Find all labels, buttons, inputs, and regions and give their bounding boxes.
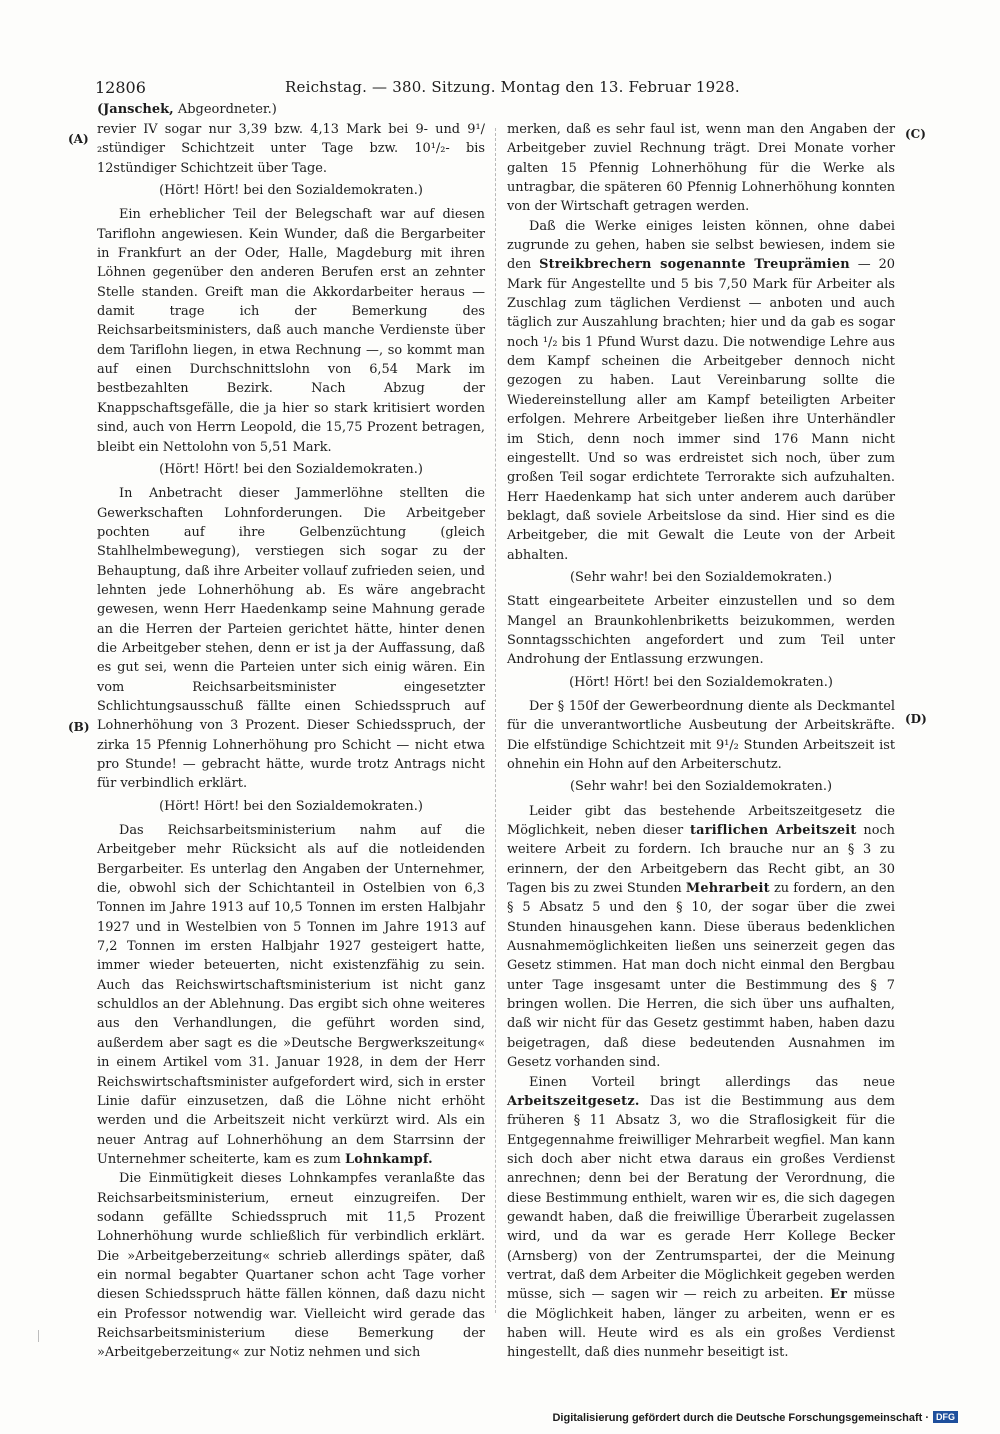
margin-tick [38, 1330, 39, 1342]
right-paragraph-5-text: zu fordern, an den § 5 Absatz 5 und den § 10, der sogar über die zwei Stunden hinausgehen kann. Diese überaus bedenklichen Ausnahmemöglichkeiten ließen uns seinerzeit gegen das Gesetz stimmen. Hat man doch nicht einmal den Bergbau unter Tage insgesamt unter die Bestimmung des § 7 bringen wollen. Die Herren, die sich über uns aufhalten, daß wir nicht für das Gesetz gestimmt haben, haben dazu beigetragen, daß diese bedeutenden Ausnahmen im Gesetz vorhanden sind. [507, 881, 895, 1071]
keyword-tarifliche-arbeitszeit: tariflichen Arbeitszeit [690, 823, 857, 839]
right-paragraph-2 [507, 217, 895, 565]
right-paragraph-4: Der § 150f der Gewerbeordnung diente als Deckmantel für die unverantwortliche Ausbeutung der Arbeitskräfte. Die elfstündige Schichtzeit mit 9¹/₂ Stunden Arbeitszeit ist ohnehin ein Hohn auf den Arbeiterschutz. [507, 698, 895, 772]
margin-mark-d: (D) [905, 712, 927, 726]
page-header [95, 78, 905, 100]
dfg-logo: DFG [933, 1411, 958, 1423]
right-paragraph-6-mid: Das ist die Bestimmung aus dem früheren § 11 Absatz 3, wo die Straflosigkeit für die Entgegennahme freiwilliger Mehrarbeit wegfiel. Man kann sich doch aber nicht etwa daraus ein großes Verdienst anrechnen; denn bei der Beratung der Verordnung, die diese Bestimmung enthielt, waren wir es, die sich dagegen gewandt haben, daß die freiwillige Überarbeit zugelassen wird, und da war es gerade Herr Kollege Becker (Arnsberg) von der Zentrumspartei, der die Meinung vertrat, daß dem Arbeiter die Möglichkeit gegeben werden müsse, sich — sagen wir — reich zu arbeiten. [507, 1093, 895, 1303]
left-paragraph-3: In Anbetracht dieser Jammerlöhne stellten die Gewerkschaften Lohnforderungen. Die Arbeitgeber pochten auf ihre Gelbenzüchtung (gleich Stahlhelmbewegung), verstiegen sich sogar zu der Behauptung, daß ihre Arbeiter vollauf zufrieden seien, und lehnten jede Lohnerhöhung ab. Es wäre angebracht gewesen, wenn Herr Haedenkamp seine Mahnung gerade an die Herren der Parteien gerichtet hätte, hinter denen die Arbeitgeber stehen, denn er ist ja der Auffassung, daß es gut sei, wenn die Parteien unter sich einig wären. Ein vom Reichsarbeitsminister eingesetzter Schlichtungsausschuß fällte einen Schiedsspruch auf Lohnerhöhung von 3 Prozent. Dieser Schiedsspruch, der zirka 15 Pfennig Lohnerhöhung pro Schicht — nicht etwa pro Stunde! — gebracht hätte, wurde trotz Antrags nicht für verbindlich erklärt. [97, 486, 485, 792]
left-paragraph-4 [97, 821, 485, 1169]
right-paragraph-3: Statt eingearbeitete Arbeiter einzustellen und so dem Mangel an Braunkohlenbriketts beizukommen, werden Sonntagsschichten angefordert und zum Teil unter Androhung der Entlassung erzwungen. [507, 594, 895, 668]
keyword-treupraemien: Streikbrechern sogenannte Treuprämien [539, 257, 850, 273]
margin-mark-c: (C) [905, 127, 926, 141]
right-paragraph-6-lead: Einen Vorteil bringt allerdings das neue [529, 1074, 895, 1090]
left-interjection-2: (Hört! Hört! bei den Sozialdemokraten.) [159, 461, 423, 477]
right-interjection-1: (Sehr wahr! bei den Sozialdemokraten.) [570, 569, 832, 585]
keyword-lohnkampf: Lohnkampf. [344, 1151, 433, 1167]
right-paragraph-5-mid: noch weitere Arbeit zu fordern. Ich brauche nur an § 3 zu erinnern, der den Arbeitgebern das Recht gibt, an 30 Tagen bis zu zwei Stunden [507, 823, 895, 897]
right-interjection-3: (Sehr wahr! bei den Sozialdemokraten.) [570, 779, 832, 795]
right-column [507, 120, 895, 1363]
right-paragraph-5 [507, 802, 895, 1073]
digitization-credit [552, 1411, 958, 1425]
left-interjection-1: (Hört! Hört! bei den Sozialdemokraten.) [159, 183, 423, 199]
left-paragraph-1: revier IV sogar nur 3,39 bzw. 4,13 Mark bei 9- und 9¹/₂stündiger Schichtzeit unter Tage bzw. 10¹/₂- bis 12stündiger Schichtzeit über Tage. [97, 122, 485, 176]
margin-mark-b: (B) [68, 720, 90, 734]
right-interjection-2: (Hört! Hört! bei den Sozialdemokraten.) [569, 674, 833, 690]
left-paragraph-2: Ein erheblicher Teil der Belegschaft war auf diesen Tariflohn angewiesen. Kein Wunder, daß die Bergarbeiter in Frankfurt an der Oder, Halle, Magdeburg mit ihren Löhnen gegenüber den anderen Berufen erst an zehnter Stelle standen. Greift man die Akkordarbeiter heraus — damit trage ich der Bemerkung des Reichsarbeitsministers, daß auch manche Verdienste über dem Tariflohn liegen, in etwa Rechnung —, so kommt man auf einen Durchschnittslohn von 6,54 Mark im bestbezahlten Bezirk. Nach Abzug der Knappschaftsgefälle, die ja hier so stark kritisiert worden sind, auch von Herrn Leopold, die 15,75 Prozent betragen, bleibt ein Nettolohn von 5,51 Mark. [97, 207, 485, 455]
speaker-line [97, 102, 277, 117]
right-paragraph-6-text: müsse die Möglichkeit haben, länger zu arbeiten, wenn er es haben will. Heute wird es als ein großes Verdienst hingestellt, daß dies nunmehr beseitigt ist. [507, 1287, 895, 1361]
column-divider [495, 128, 496, 1313]
credit-text: Digitalisierung gefördert durch die Deutsche Forschungsgemeinschaft · [552, 1412, 929, 1424]
left-paragraph-4-text: Das Reichsarbeitsministerium nahm auf die Arbeitgeber mehr Rücksicht als auf die notleidenden Bergarbeiter. Es unterlag den Angaben der Unternehmer, die, obwohl sich der Schichtanteil in Ostelbien von 6,3 Tonnen im Jahre 1913 auf 10,5 Tonnen im ersten Halbjahr 1927 und in Westelbien von 5 Tonnen im Jahre 1913 auf 7,2 Tonnen im ersten Halbjahr 1927 gesteigert hatte, immer wieder beteuerten, nicht existenzfähig zu sein. Auch das Reichswirtschaftsministerium ist nicht ganz schuldlos an der Ablehnung. Das ergibt sich ohne weiteres aus den Verhandlungen, die geführt worden sind, außerdem aber sagt es die »Deutsche Bergwerkszeitung« in einem Artikel vom 31. Januar 1928, in dem der Herr Reichswirtschaftsminister aufgefordert wird, sich in erster Linie dafür einzusetzen, daß die Löhne nicht erhöht werden und die Arbeitszeit nicht verkürzt wird. Als ein neuer Antrag auf Lohnerhöhung an dem Starrsinn der Unternehmer scheiterte, kam es zum [97, 823, 485, 1167]
left-paragraph-5: Die Einmütigkeit dieses Lohnkampfes veranlaßte das Reichsarbeitsministerium, erneut einzugreifen. Der sodann gefällte Schiedsspruch mit 11,5 Prozent Lohnerhöhung wurde schließlich für verbindlich erklärt. Die »Arbeitgeberzeitung« schrieb allerdings später, daß ein normal begabter Quartaner schon acht Tage vorher diesen Schiedsspruch hätte fällen können, daß dazu nicht ein Professor notwendig war. Vielleicht wird gerade das Reichsarbeitsministerium diese Bemerkung der »Arbeitgeberzeitung« zur Notiz nehmen und sich [97, 1171, 485, 1361]
left-interjection-3: (Hört! Hört! bei den Sozialdemokraten.) [159, 798, 423, 814]
speaker-role: Abgeordneter.) [177, 102, 277, 117]
right-paragraph-6 [507, 1073, 895, 1363]
keyword-mehrarbeit: Mehrarbeit [685, 881, 770, 897]
keyword-er: Er [830, 1287, 848, 1303]
right-paragraph-2-text: — 20 Mark für Angestellte und 5 bis 7,50 Mark für Arbeiter als Zuschlag zum täglichen Verdienst — anboten und auch täglich zur Auszahlung brachten; hier und da gab es sogar noch ¹/₂ bis 1 Pfund Wurst dazu. Die notwendige Lehre aus dem Kampf scheinen die Arbeitgeber dennoch nicht gezogen zu haben. Laut Vereinbarung sollte die Wiedereinstellung aller am Kampf beteiligten Arbeiter erfolgen. Mehrere Arbeitgeber ließen ihre Unterhändler im Stich, denn noch immer sind 176 Mann nicht eingestellt. Und so was erdreistet sich noch, über zum großen Teil sogar erdichtete Terrorakte sich aufzuhalten. Herr Haedenkamp hat sich unter anderem auch darüber beklagt, daß soviele Arbeitslose da sind. Hier sind es die Arbeitgeber, die mit Gewalt die Leute von der Arbeit abhalten. [507, 257, 895, 563]
right-paragraph-1: merken, daß es sehr faul ist, wenn man den Angaben der Arbeitgeber zuviel Rechnung trägt. Drei Monate vorher galten 15 Pfennig Lohnerhöhung für die Werke als untragbar, die späteren 60 Pfennig Lohnerhöhung konnten von der Wirtschaft getragen werden. [507, 122, 895, 215]
margin-mark-a: (A) [68, 132, 89, 146]
running-title: Reichstag. — 380. Sitzung. Montag den 13. Februar 1928. [285, 78, 740, 96]
right-paragraph-2-lead: Daß die Werke einiges leisten können, ohne dabei zugrunde zu gehen, haben sie selbst bewiesen, indem sie den [507, 218, 895, 273]
keyword-arbeitszeitgesetz: Arbeitszeitgesetz. [507, 1093, 640, 1109]
right-paragraph-5-lead: Leider gibt das bestehende Arbeitszeitgesetz die Möglichkeit, neben dieser [507, 803, 895, 839]
page-number: 12806 [95, 78, 146, 97]
left-column [97, 120, 485, 1363]
speaker-name: (Janschek, [97, 102, 174, 117]
